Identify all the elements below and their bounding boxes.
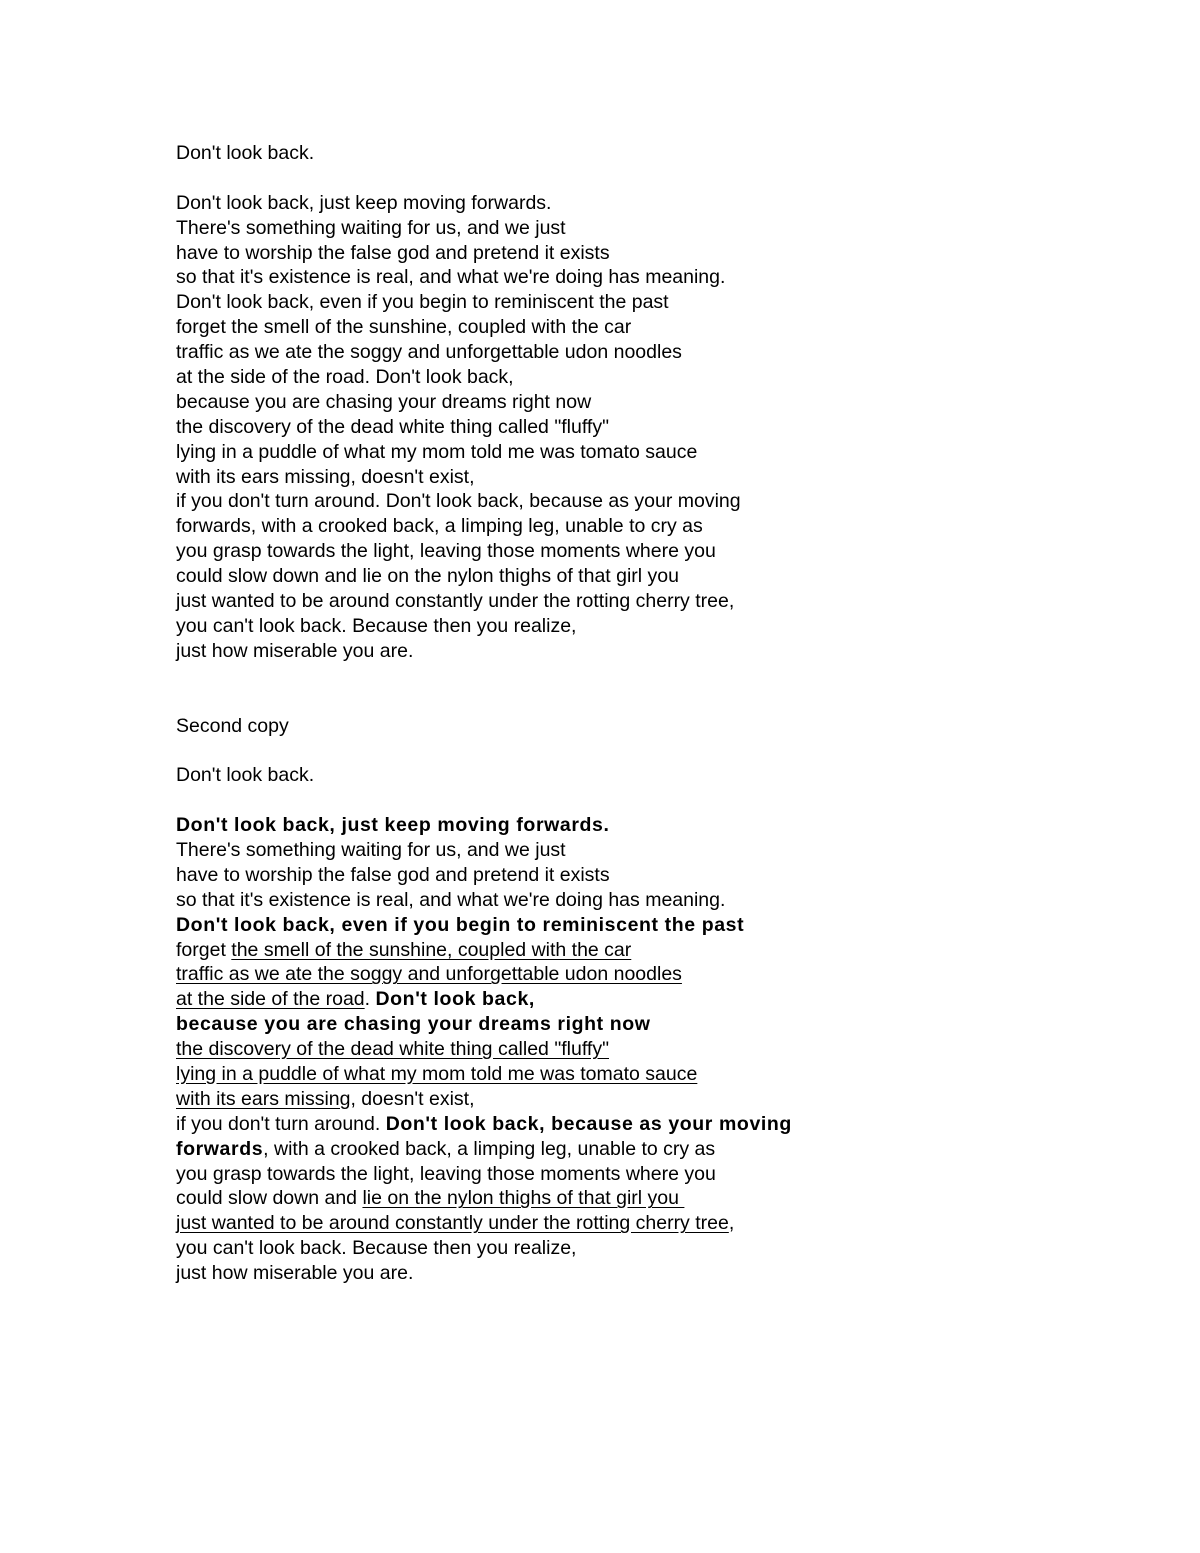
spacer (176, 664, 1076, 714)
poem-line: so that it's existence is real, and what we're doing has meaning. (176, 266, 726, 289)
poem-line: because you are chasing your dreams right now (176, 390, 592, 413)
bold-text: Don't look back, because as your moving (385, 1112, 792, 1135)
poem-line (176, 1162, 1076, 1187)
poem-line (176, 987, 1076, 1012)
text-segment: you can't look back. Because then you realize, (176, 1237, 577, 1260)
poem-line: at the side of the road. Don't look back, (176, 366, 514, 389)
poem-line: with its ears missing, doesn't exist, (176, 465, 475, 488)
first-copy-title: Don't look back. (176, 142, 315, 164)
text-segment: just how miserable you are. (176, 1262, 414, 1285)
text-segment: if you don't turn around. (176, 1112, 386, 1135)
text-segment: . (364, 988, 376, 1011)
poem-line (176, 813, 1076, 838)
poem-line (176, 1261, 1076, 1286)
poem-line: lying in a puddle of what my mom told me was tomato sauce (176, 440, 698, 463)
underlined-text: just wanted to be around constantly under the rotting cherry tree (176, 1212, 729, 1235)
spacer (176, 738, 1076, 763)
second-copy-poem (176, 813, 1076, 1286)
bold-text: Don't look back, even if you begin to reminiscent the past (176, 913, 745, 936)
poem-line (176, 1112, 1076, 1137)
poem-line (176, 962, 1076, 987)
underlined-text: the smell of the sunshine, coupled with the car (231, 938, 632, 961)
poem-line (176, 913, 1076, 938)
first-copy-poem (176, 191, 1076, 664)
poem-line (176, 1137, 1076, 1162)
poem-line: traffic as we ate the soggy and unforgettable udon noodles (176, 341, 682, 364)
poem-line: just how miserable you are. (176, 639, 414, 662)
text-segment: , with a crooked back, a limping leg, unable to cry as (263, 1137, 716, 1160)
poem-line: just wanted to be around constantly under the rotting cherry tree, (176, 590, 735, 613)
poem-line (176, 1062, 1076, 1087)
poem-line: Don't look back, just keep moving forwards. (176, 191, 552, 214)
spacer (176, 166, 1076, 191)
poem-line (176, 1012, 1076, 1037)
second-copy-heading: Second copy (176, 714, 289, 737)
underlined-text: the discovery of the dead white thing called "fluffy" (176, 1038, 609, 1061)
underlined-text: traffic as we ate the soggy and unforgettable udon noodles (176, 963, 682, 986)
text-segment: so that it's existence is real, and what we're doing has meaning. (176, 888, 726, 911)
poem-line (176, 1037, 1076, 1062)
text-segment: , doesn't exist, (350, 1087, 475, 1110)
bold-text: forwards (176, 1137, 264, 1160)
text-segment: forget (176, 938, 232, 961)
poem-line (176, 1211, 1076, 1236)
poem-line (176, 1236, 1076, 1261)
poem-line (176, 938, 1076, 963)
poem-line (176, 888, 1076, 913)
poem-line: the discovery of the dead white thing called "fluffy" (176, 415, 609, 438)
underlined-text: at the side of the road (176, 988, 365, 1011)
text-segment: have to worship the false god and pretend it exists (176, 863, 610, 886)
poem-line: if you don't turn around. Don't look back, because as your moving (176, 490, 741, 513)
poem-line (176, 863, 1076, 888)
underlined-text: lie on the nylon thighs of that girl you (362, 1187, 685, 1210)
text-segment: you grasp towards the light, leaving those moments where you (176, 1162, 716, 1185)
poem-line: forget the smell of the sunshine, coupled with the car (176, 316, 632, 339)
poem-line: There's something waiting for us, and we just (176, 216, 566, 239)
bold-text: Don't look back, (375, 988, 535, 1011)
text-segment: , (728, 1212, 735, 1235)
poem-line: you can't look back. Because then you realize, (176, 614, 577, 637)
poem-line: Don't look back, even if you begin to reminiscent the past (176, 291, 669, 314)
text-segment: There's something waiting for us, and we just (176, 838, 566, 861)
poem-line (176, 1087, 1076, 1112)
bold-text: Don't look back, just keep moving forwards. (176, 814, 610, 837)
poem-line: you grasp towards the light, leaving those moments where you (176, 540, 716, 563)
document-body (176, 141, 1076, 1286)
poem-line: forwards, with a crooked back, a limping leg, unable to cry as (176, 515, 703, 538)
poem-line (176, 838, 1076, 863)
bold-text: because you are chasing your dreams right now (176, 1013, 651, 1036)
poem-line: have to worship the false god and pretend it exists (176, 241, 610, 264)
underlined-text: with its ears missing (176, 1087, 351, 1110)
second-copy-title: Don't look back. (176, 764, 315, 787)
underlined-text: lying in a puddle of what my mom told me was tomato sauce (176, 1062, 698, 1085)
text-segment: could slow down and (176, 1187, 363, 1210)
spacer (176, 788, 1076, 813)
poem-line: could slow down and lie on the nylon thighs of that girl you (176, 565, 679, 588)
poem-line (176, 1186, 1076, 1211)
